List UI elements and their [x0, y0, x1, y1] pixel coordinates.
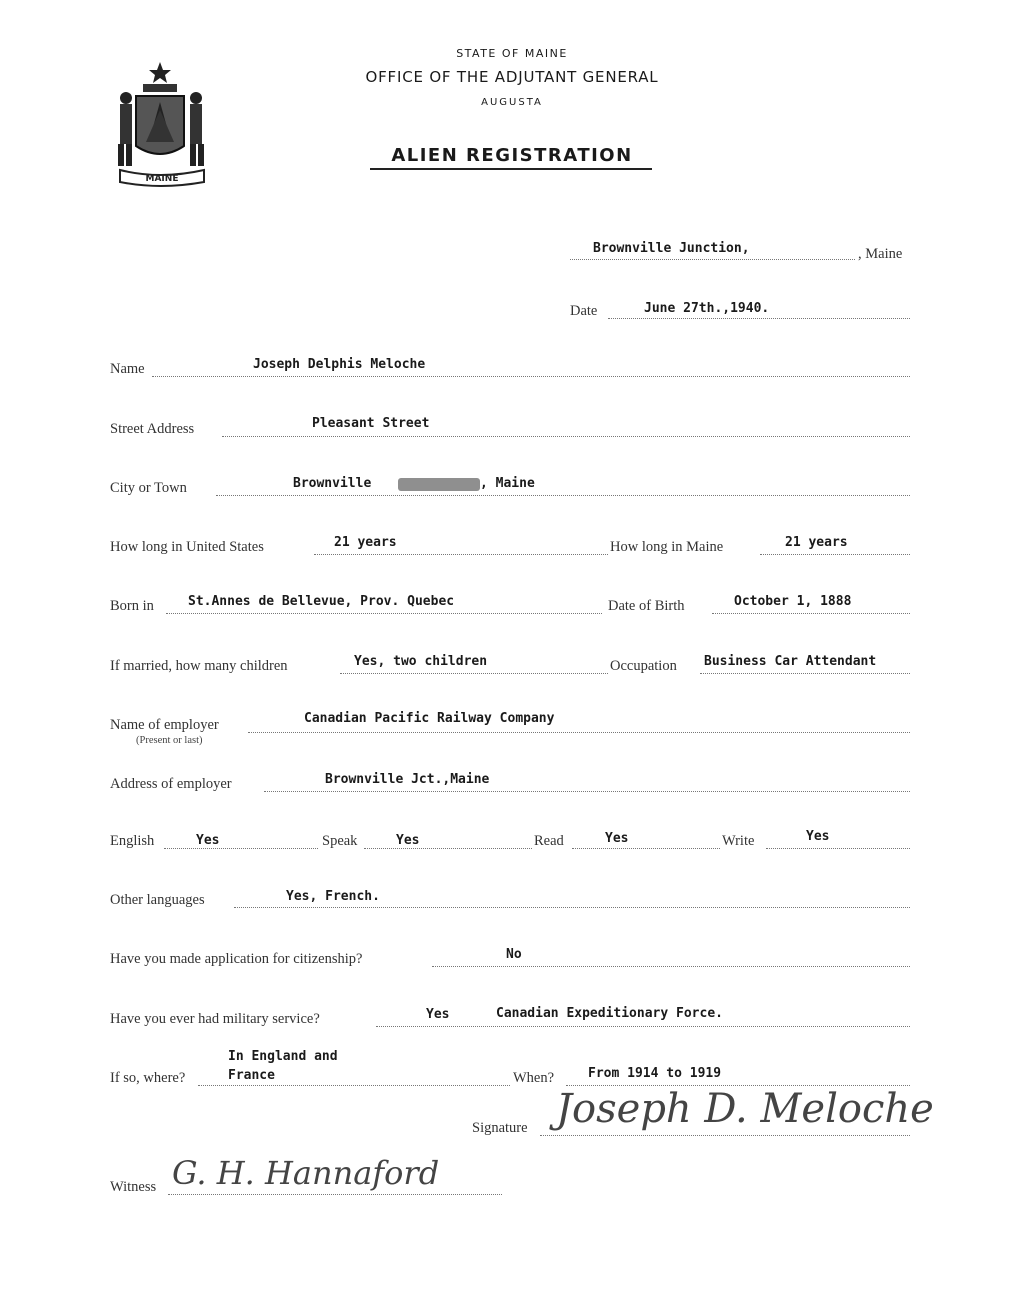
us-time-label: How long in United States [110, 539, 264, 555]
speak-label: Speak [322, 833, 358, 849]
employer-address-label: Address of employer [110, 776, 232, 792]
witness-line [168, 1194, 502, 1195]
employer-label: Name of employer [110, 717, 219, 733]
form-title: ALIEN REGISTRATION [391, 145, 633, 166]
english-label: English [110, 833, 155, 849]
other-languages-value: Yes, French. [286, 889, 380, 904]
military-detail-value: Canadian Expeditionary Force. [496, 1006, 723, 1021]
employer-value: Canadian Pacific Railway Company [304, 711, 555, 726]
military-label: Have you ever had military service? [110, 1011, 320, 1027]
read-line [572, 848, 720, 849]
date-value: June 27th.,1940. [644, 301, 770, 316]
citizenship-label: Have you made application for citizenship? [110, 951, 363, 967]
military-line [376, 1026, 910, 1027]
dob-line [712, 613, 910, 614]
speak-line [364, 848, 532, 849]
signature-handwriting: Joseph D. Meloche [556, 1086, 934, 1132]
born-line [166, 613, 602, 614]
street-value: Pleasant Street [312, 416, 430, 431]
when-label: When? [513, 1070, 555, 1086]
name-label: Name [110, 361, 145, 377]
header-office: OFFICE OF THE ADJUTANT GENERAL [365, 68, 659, 86]
where-value-line1: In England and [228, 1049, 338, 1064]
date-label: Date [570, 303, 598, 319]
city-value-b: , Maine [480, 476, 535, 491]
occupation-line [700, 673, 910, 674]
dob-label: Date of Birth [608, 598, 685, 614]
occupation-value: Business Car Attendant [704, 654, 877, 669]
born-value: St.Annes de Bellevue, Prov. Quebec [188, 594, 455, 609]
witness-handwriting: G. H. Hannaford [172, 1154, 440, 1192]
signature-line [540, 1135, 910, 1136]
location-line [570, 259, 855, 260]
header-state: STATE OF MAINE [456, 47, 568, 60]
street-label: Street Address [110, 421, 195, 437]
employer-line [248, 732, 910, 733]
title-underline [370, 168, 652, 170]
married-line [340, 673, 608, 674]
seal-banner-text: MAINE [145, 174, 179, 184]
city-label: City or Town [110, 480, 187, 496]
citizenship-value: No [506, 947, 522, 962]
crossed-out-text [398, 478, 480, 491]
married-value: Yes, two children [354, 654, 488, 669]
city-line [216, 495, 910, 496]
dob-value: October 1, 1888 [734, 594, 852, 609]
other-languages-label: Other languages [110, 892, 205, 908]
date-line [608, 318, 910, 319]
read-label: Read [534, 833, 564, 849]
when-value: From 1914 to 1919 [588, 1066, 722, 1081]
employer-address-line [264, 791, 910, 792]
signature-label: Signature [472, 1120, 528, 1136]
name-value: Joseph Delphis Meloche [253, 357, 426, 372]
us-time-line [314, 554, 608, 555]
where-line [198, 1085, 510, 1086]
witness-label: Witness [110, 1179, 157, 1195]
read-value: Yes [605, 831, 629, 846]
citizenship-line [432, 966, 910, 967]
write-line [766, 848, 910, 849]
married-label: If married, how many children [110, 658, 288, 674]
write-value: Yes [806, 829, 830, 844]
employer-sublabel: (Present or last) [136, 735, 203, 746]
write-label: Write [722, 833, 755, 849]
location-value: Brownville Junction, [593, 241, 750, 256]
occupation-label: Occupation [610, 658, 677, 674]
maine-time-label: How long in Maine [610, 539, 724, 555]
name-line [152, 376, 910, 377]
location-suffix: , Maine [858, 246, 903, 262]
speak-value: Yes [396, 833, 420, 848]
header-city: AUGUSTA [481, 97, 543, 108]
us-time-value: 21 years [334, 535, 397, 550]
maine-time-value: 21 years [785, 535, 848, 550]
born-label: Born in [110, 598, 154, 614]
where-label: If so, where? [110, 1070, 186, 1086]
employer-address-value: Brownville Jct.,Maine [325, 772, 490, 787]
military-value: Yes [426, 1007, 450, 1022]
maine-time-line [760, 554, 910, 555]
english-line [164, 848, 318, 849]
where-value-line2: France [228, 1068, 275, 1083]
other-languages-line [234, 907, 910, 908]
english-value: Yes [196, 833, 220, 848]
city-value-a: Brownville [293, 476, 372, 491]
street-line [222, 436, 910, 437]
